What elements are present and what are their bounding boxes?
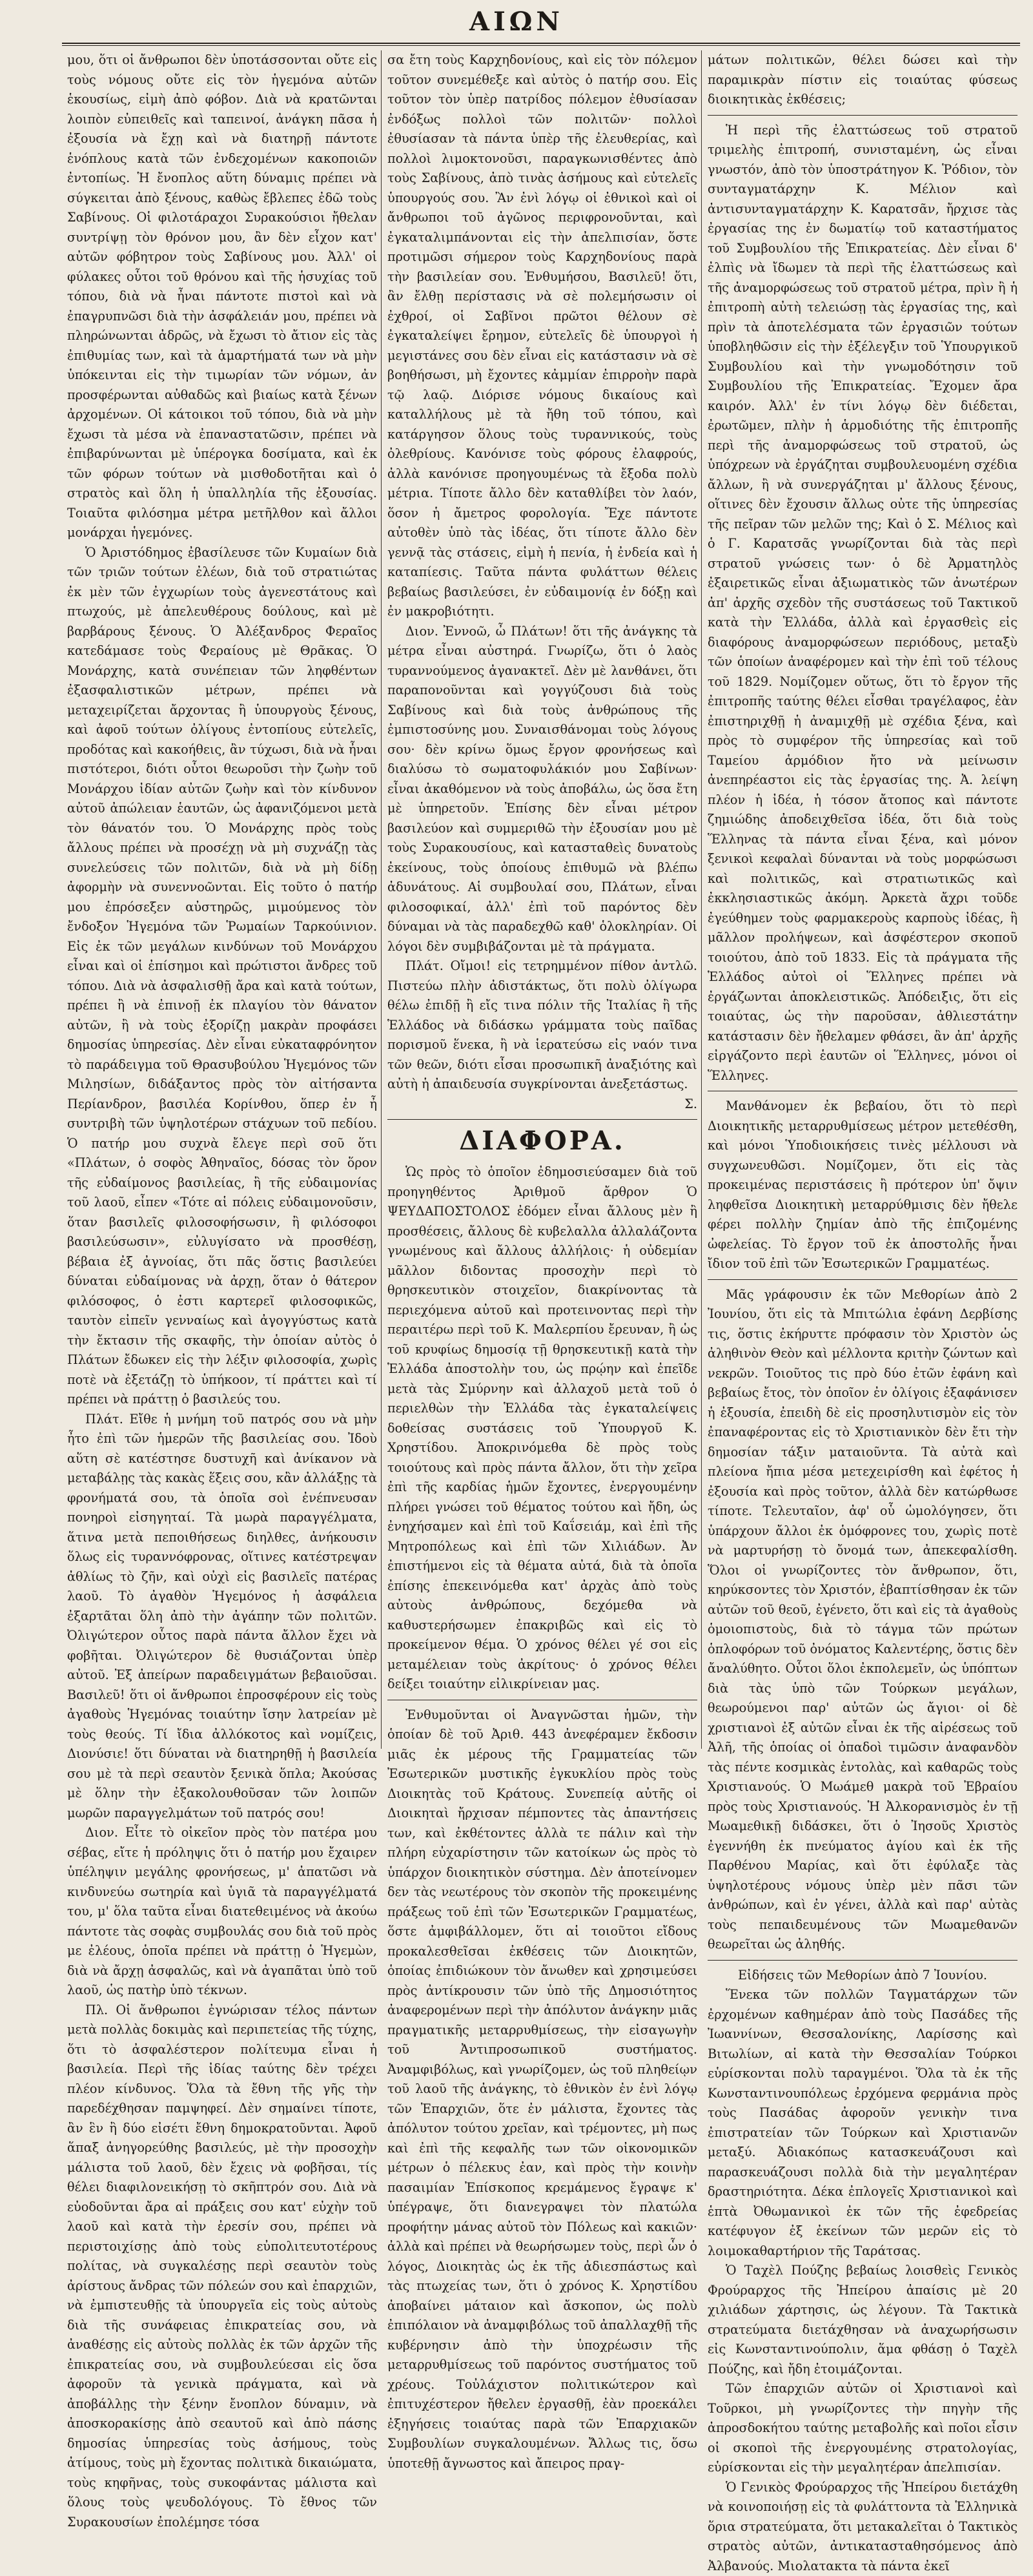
masthead — [0, 0, 1033, 41]
article-paragraph: Ὡς πρὸς τὸ ὁποῖον ἐδημοσιεύσαμεν διὰ τοῦ προηγηθέντος Ἀριθμοῦ ἄρθρον Ὁ ΨΕΥΔΑΠΟΣΤΟΛΟΣ ἐδόμεν εἶναι ἄλλους μὲν ἢ προσθέσεις, ἄλλους δὲ κυβελαλλα ἀλλαλάζοντα γνωμένους καὶ ἄλλους ἀλλήλοις· ἡ οὐδεμίαν μᾶλλον διδοντας προσοχὴν περὶ τὸ θρησκευτικὸν στοιχεῖον, διακρίνοντας τὰ περιεχόμενα αὐτοῦ καὶ προτεινοντας περὶ τὴν περαιτέρω περὶ τοῦ Κ. Μαλερπίου ἔρευναν, ἢ ὡς τοῦ κρυφίως δημοσίᾳ τῇ θρησκευτικῇ κατὰ τὴν Ἑλλάδα ἀποστολὴν του, ὡς πρῴην καὶ ἐπεῖδε μετὰ τὰς Σμύρνην καὶ ἀλλαχοῦ μετὰ τοῦ ὁ περιελθὼν τὴν Ἑλλάδα τὰς ἐγκαταλείψεις δοθείσας συστάσεις τοῦ Ὑπουργοῦ Κ. Χρηστίδου. Ἀποκρινόμεθα δὲ πρὸς τοὺς τοιούτους καὶ πρὸς πάντα ἄλλον, ὅτι τὴν χεῖρα ἐπὶ τῆς καρδίας ἡμῶν ἔχοντες, ἐνεργουμένην πλήρει γνώσει τοῦ θέματος τούτου καὶ ἤδη, ὡς ἐνηχήσαμεν καὶ ἐπὶ τοῦ Καΐσειάμ, καὶ ἐπὶ τῆς Μητροπόλεως καὶ ἐπὶ τῶν Χιλιάδων. Ἀν ἐπιστήμενοι εἰς τὰ θέματα αὐτά, διὰ τὰ ὁποῖα ἐπίσης ἐπεκεινόμεθα κατ' ἀρχὰς ἀπὸ τοὺς αὐτοὺς ἀνθρώπους, δεχόμεθα νὰ καθυστερήσωμεν ἐπακριβῶς καὶ εἰς τὸ προκείμενον θέμα. Ὁ χρόνος θέλει γέ σοι εἰς μεταμέλειαν τοὺς ἀκρίτους· ὁ χρόνος θέλει δείξει τοιαύτην εἰλικρίνειαν μας. — [387, 1162, 697, 1695]
section-divider — [387, 1119, 697, 1120]
section-title: ΔΙΑΦΟΡΑ. — [387, 1126, 697, 1156]
news-heading: Εἰδήσεις τῶν Μεθορίων ἀπὸ 7 Ἰουνίου. — [708, 1966, 1018, 1986]
article-paragraph: Διον. Εἶτε τὸ οἰκεῖον πρὸς τὸν πατέρα μου σέβας, εἴτε ἡ πρόληψις ὅτι ὁ πατήρ μου ἔχαιρεν ὑπέληψιν μεγάλης φρονήσεως, μ' ἀπατῶσι νὰ κινδυνεύω σωτηρία καὶ ὑγιᾶ τὰ παραγγέλματά του, μ' ὅλα ταῦτα εἶναι διατεθειμένος νὰ ἀκούω πάντοτε τὰς σοφὰς συμβουλάς σου διὰ τοῦ πρὸς με ἐλέους, ὁποῖα πρέπει νὰ πράττῃ ὁ Ἡγεμὼν, διὰ νὰ ἄρχῃ ἀσφαλῶς, καὶ νὰ ἀγαπᾶται ὑπὸ τοῦ λαοῦ, ὡς πατὴρ ὑπὸ τέκνων. — [67, 1823, 377, 2001]
section-divider — [708, 1279, 1018, 1280]
article-paragraph: Πλάτ. Εἴθε ἡ μνήμη τοῦ πατρός σου νὰ μὴν ἦτο ἐπὶ τῶν ἡμερῶν τῆς βασιλείας σου. Ἰδοὺ αὕτη σὲ κατέστησε δυστυχῆ καὶ ἀνίκανον νὰ μεταβάλῃς τὰς κακὰς ἕξεις σου, κἂν ἀλλάξῃς τὰ φρονήματά σου, τὰ ὁποῖα σοὶ ἐνέπνευσαν πονηροὶ εἰσηγηταί. Τὰ μωρὰ παραγγέλματα, ἅτινα μετὰ πεποιθήσεως διηλθες, ἀνήκουσιν ὅλως εἰς τυραννόφρονας, οἵτινες κατέστρεψαν ἀθλίως τὸ ζῆν, καὶ οὐχὶ εἰς βασιλεῖς πατέρας λαοῦ. Τὸ ἀγαθὸν Ἡγεμόνος ἡ ἀσφάλεια ἐξαρτᾶται ὅλη ἀπὸ τὴν ἀγάπην τῶν πολιτῶν. Ὀλιγώτερον οὗτος παρὰ πάντα ἄλλον ἔχει νὰ φοβῆται. Ὀλιγώτερον δὲ θυσιάζονται ὑπὲρ αὐτοῦ. Ἐξ ἀπείρων παραδειγμάτων βεβαιοῦσαι. Βασιλεῦ! ὅτι οἱ ἄνθρωποι ἐπροσφέρουν εἰς τοὺς ἀγαθοὺς Ἡγεμόνας τοιαύτην ἴσην λατρείαν μὲ τοὺς θεούς. Τί ἴδια ἀλλόκοτος καὶ νομίζεις, Διονύσιε! ὅτι δύναται νὰ διατηρηθῇ ἡ βασιλεία σου μὲ τὰ περὶ σεαυτὸν ξενικὰ ὅπλα; Ἀκούσας μὲ ὅλην τὴν ἐξακολουθοῦσαν τῶν λοιπῶν μωρῶν παραγγελμάτων τοῦ πατρός σου! — [67, 1410, 377, 1824]
article-paragraph: Τῶν ἐπαρχιῶν αὐτῶν οἱ Χριστιανοὶ καὶ Τοῦρκοι, μὴ γνωρίζοντες τὴν πηγὴν τῆς ἀπροσδοκήτου ταύτης μεταβολῆς καὶ ποῖοι εἶσιν οἱ σκοποὶ τῆς ἐνεργουμένης στρατολογίας, εὑρίσκονται εἰς τὴν μεγαλητέραν ἀπελπισίαν. — [708, 2379, 1018, 2478]
article-paragraph: μάτων πολιτικῶν, θέλει δώσει καὶ τὴν παραμικρὰν πίστιν εἰς τοιαύτας φύσεως διοικητικὰς ἐκθέσεις; — [708, 50, 1018, 110]
article-paragraph: μου, ὅτι οἱ ἄνθρωποι δὲν ὑποτάσσονται οὔτε εἰς τοὺς νόμους οὔτε εἰς τὸν ἡγεμόνα αὐτῶν ἑκουσίως, εἰμὴ ἀπὸ φόβον. Διὰ νὰ κρατῶνται λοιπὸν εὐπειθεῖς καὶ ταπεινοί, ἀνάγκη πᾶσα ἡ ἐξουσία νὰ ἔχῃ καὶ νὰ διατηρῇ πάντοτε ἑνόπλους κατὰ τῶν ἐνδεχομένων κακοποιῶν ἐντοπίως. Ἡ ἔνοπλος αὕτη δύναμις πρέπει νὰ σύγκειται ἀπὸ ξένους, καθὼς ἔβλεπες ἐδῶ τοὺς Σαβίνους. Οἱ φιλοτάραχοι Συρακούσιοι ἤθελαν συντρίψῃ τὸν θρόνον μου, ἂν δὲν εἶχον κατ' αὐτῶν φόβητρον τοὺς Σαβίνους μου. Ἀλλ' οἱ φύλακες οὗτοι τοῦ θρόνου καὶ τῆς ἡσυχίας τοῦ τόπου, διὰ νὰ ἦναι πάντοτε πιστοὶ καὶ νὰ ἐπαγρυπνῶσι διὰ τὴν ἀσφάλειάν μου, πρέπει νὰ πληρώνωνται ἀδρῶς, νὰ ἔχωσι τὸ ἄτιον εἰς τὰς ἐπιθυμίας των, καὶ τὰ ἁμαρτήματά των νὰ μὴν ὑπόκεινται εἰς τὴν τιμωρίαν τῶν νόμων, ἀν προσφέρωνται αὐθαδῶς καὶ βιαίως κατὰ ξένων ἀρχομένων. Οἱ κάτοικοι τοῦ τόπου, διὰ νὰ μὴν ἔχωσι τὰ μέσα νὰ ἐπαναστατῶσιν, πρέπει νὰ ἐπιβαρύνωνται μὲ ὑπέρογκα δοσίματα, καὶ ἐκ τῶν φόρων τούτων νὰ μισθοδοτῆται καὶ ὁ στρατὸς καὶ ὅλη ἡ ὑπαλληλία τῆς ἐξουσίας. Τοιαῦτα φιλόσημα μέτρα μετῆλθον καὶ ἄλλοι μονάρχαι ἡγεμόνες. — [67, 50, 377, 543]
article-paragraph: Ἐνθυμοῦνται οἱ Ἀναγνῶσται ἡμῶν, τὴν ὁποίαν δὲ τοῦ Ἀριθ. 443 ἀνεφέραμεν ἔκδοσιν μιᾶς ἐκ μέρους τῆς Γραμματείας τῶν Ἐσωτερικῶν μυστικῆς ἐγκυκλίου πρὸς τοὺς Διοικητὰς τοῦ Κράτους. Συνεπείᾳ αὐτῆς οἱ Διοικηταὶ ἤρχισαν πέμποντες τὰς ἀπαντήσεις των, καὶ ἐκθέτοντες ἀλλὰ τε πάλιν καὶ τὴν πλήρη εὐχαρίστησιν τῶν κατοίκων ὡς πρὸς τὸ ὑπάρχον διοικητικὸν σύστημα. Δὲν ἀποτείνομεν δεν τὰς νεωτέρους τὸν σκοπὸν τῆς προκειμένης πράξεως τοῦ ἐπὶ τῶν Ἐσωτερικῶν Γραμματέως, ὅστε ἀμφιβάλλομεν, ὅτι αἱ τοιοῦτοι εἴδους προκαλεσθεῖσαι ἐκθέσεις τῶν Διοικητῶν, ὁποίας ἐπιδιώκουν τὸν ἄνωθεν καὶ χρησιμεύσει πρὸς ἀντίκρουσιν τῶν ὑπὸ τῆς Δημοσιότητος ἀναφερομένων περὶ τὴν ἀπόλυτον ἀνάγκην μιᾶς πραγματικῆς μεταρρυθμίσεως, τὴν εἰσαγωγὴν τοῦ Ἀντιπροσωπικοῦ συστήματος. Ἀναμφιβόλως, καὶ γνωρίζομεν, ὡς τοῦ πληθείῳν τοῦ λαοῦ τῆς ἀνάγκης, τὸ ἐθνικὸν ἐν ἑνὶ λόγῳ τῶν Ἐπαρχιῶν, ὅτε ἐν μάλιστα, ἔχοντες τὰς ἀπόλυτον τούτου χρεῖαν, καὶ τρέμοντες, μὴ πως καὶ ἐπὶ τῆς κεφαλῆς των τῶν οἰκονομικῶν μέτρων ὁ πέλεκυς ἐαν, καὶ πρὸς τὴν κοινὴν πασαιμίαν Ἐπίσκοπος κρεμάμενος ἔγραψε κ' ὑπέγραψε, ὅτι διανεγραψει τὸν πλατώλα προφήτην μάνας αὐτοῦ τὸν Πόλεως καὶ κακιῶν· ἀλλὰ καὶ πρέπει νὰ θεωρήσωμεν τοὺς, περὶ ὧν ὁ λόγος, Διοικητὰς ὡς ἐκ τῆς ἀδιεσπάστως καὶ τὰς πτωχείας των, ὅτι ὁ χρόνος Κ. Χρηστίδου ἀποβαίνει μάταιον καὶ ἄσκοπον, ὡς πολὺ ἐπιπόλαιον νὰ ἀναμφιβόλως τοῦ ἀπαλλαχθῇ τῆς κυβέρνησιν ἀπὸ τὴν ὑποχρέωσιν τῆς μεταρρυθμίσεως τοῦ παρόντος συστήματος τοῦ χρέους. Τοὐλάχιστον πολιτικώτερον καὶ ἐπιτυχέστερον ἤθελεν ἐργασθῇ, ἐὰν προεκάλει ἐξηγήσεις τοιαύτας παρὰ τῶν Ἐπαρχιακῶν Συμβουλίων συγκαλουμένων. Ἄλλως τις, ὅσω ὑποτεθῇ ἄγνωστος καὶ ἄπειρος πραγ- — [387, 1705, 697, 2474]
header-rule-thin — [62, 45, 1020, 46]
section-divider — [708, 115, 1018, 116]
article-paragraph: Ὁ Ἀριστόδημος ἐβασίλευσε τῶν Κυμαίων διὰ τῶν τριῶν τούτων ἐλέων, διὰ τοῦ στρατιώτας ἐκ μὲν τῶν ἐγχωρίων τοὺς ἀγενεστάτους καὶ πτωχούς, μὲ ἀπελευθέρους δούλους, καὶ μὲ βαρβάρους ξένους. Ὁ Ἀλέξανδρος Φεραῖος κατεδάμασε τοὺς Φεραίους μὲ Θρᾶκας. Ὁ Μονάρχης, κατὰ συνέπειαν τῶν ληφθέντων ἐξασφαλιστικῶν μέτρων, πρέπει νὰ μεταχειρίζεται ἄρχοντας ἢ ὑπουργοὺς ξένους, καὶ ἀφοῦ τούτων ὀλίγους ἐντοπίους εὐτελεῖς, προδότας καὶ κακοήθεις, ἂν τύχωσι, διὰ νὰ ἦναι πιστότεροι, διότι οὗτοι θεωροῦσι τὴν ζωὴν τοῦ Μονάρχου ἰδίαν αὐτῶν ζωὴν καὶ τὸν κίνδυνον αὐτοῦ ἀπώλειαν ἑαυτῶν, ὡς ἀφανιζόμενοι μετὰ τὸν θάνατόν του. Ὁ Μονάρχης πρὸς τοὺς ἄλλους πρέπει νὰ προσέχῃ νὰ μὴ συχνάζῃ τὰς συνελεύσεις τῶν πολιτῶν, διὰ νὰ μὴ δίδῃ ἀφορμὴν νὰ συνεννοῶνται. Εἰς τοῦτο ὁ πατήρ μου ἐπρόσεξεν αὐστηρῶς, μιμούμενος τὸν ἔνδοξον Ἡγεμόνα τῶν Ῥωμαίων Ταρκούινιον. Εἰς ἐκ τῶν μεγάλων κινδύνων τοῦ Μονάρχου εἶναι καὶ οἱ ἐπίσημοι καὶ πρώτιστοι ἄνδρες τοῦ τόπου. Διὰ νὰ ἀσφαλισθῇ ἄρα καὶ κατὰ τούτων, πρέπει ἢ νὰ ἐπινοῇ ἐκ πλαγίου τὸν θάνατον αὐτῶν, ἢ νὰ τοὺς ἐξορίζῃ μακρὰν προφάσει δημοσίας ὑπηρεσίας. Δὲν εἶναι εὐκαταφρόνητον τὸ παράδειγμα τοῦ Θρασυβούλου Ἡγεμόνος τῶν Μιλησίων, διδάξαντος πρὸς τὸν αἰτήσαντα Περίανδρον, βασιλέα Κορίνθου, ὅπερ ἐν ἦ συντριβὴ τῶν ὑψηλοτέρων στάχυων τοῦ πεδίου. Ὁ πατήρ μου συχνὰ ἔλεγε περὶ σοῦ ὅτι «Πλάτων, ὁ σοφὸς Ἀθηναῖος, δόσας τὸν ὅρον τῆς εὐδαίμονος βασιλείας, ἢ τῆς εὐδαιμονίας τοῦ λαοῦ, εἶπεν «Τότε αἱ πόλεις εὐδαιμονοῦσιν, ὅταν βασιλεῖς φιλοσοφήσωσιν, ἢ φιλόσοφοι βασιλεύσωσιν», εὐλυγίσατο νὰ προσθέσῃ, βέβαια ἐξ ἀγνοίας, ὅτι πᾶς ὅστις βασιλεύει δύναται εὐδαίμονας νὰ ἀρχῃ, ὅταν ὁ θάτερον φιλόσοφος, ὁ ἐστι καρτερεῖ φιλοσοφικῶς, ταυτὸν εἰπεῖν γενναίως καὶ ἀγογγύστως κατὰ τὴν ἔκτασιν τῆς σκαφῆς, τὴν ὁποίαν αὐτὸς ὁ Πλάτων ἔδωκεν εἰς τὴν λέξιν φιλοσοφία, χωρὶς ποτὲ νὰ ἐξετάζῃ τὸ ὑπήκοον, τί πράττει καὶ τί πρέπει νὰ πράττῃ ὁ βασιλεύς του. — [67, 543, 377, 1410]
article-signature: Σ. — [387, 1095, 697, 1115]
article-paragraph: Μανθάνομεν ἐκ βεβαίου, ὅτι τὸ περὶ Διοικητικῆς μεταρρυθμίσεως μέτρον μετεθέσθη, καὶ μόνοι Ὑποδιοικήσεις τινὲς μέλλουσι νὰ συγχωνευθῶσι. Νομίζομεν, ὅτι εἰς τὰς προκειμένας περιστάσεις ἢ πρότερον ὑπ' ὄψιν ληφθεῖσα Διοικητικὴ μεταρρύθμισις δὲν ἤθελε φέρει πολλὴν ζημίαν ἀπὸ τῆς ἐπιζομένης ὠφελείας. Τὸ ἔργον τοῦ ἐκ ἀποστολῆς ἦναι ἴδιον τοῦ ἐπὶ τῶν Ἐσωτερικῶν Γραμματέως. — [708, 1097, 1018, 1274]
article-paragraph: Ὁ Γενικὸς Φρούραρχος τῆς Ἠπείρου διετάχθη νὰ κοινοποιήσῃ εἰς τὰ φυλάττοντα τὰ Ἑλληνικὰ ὅρια στρατεύματα, ὅτι μετακαλεῖται ὁ Τακτικὸς στρατὸς αὐτῶν, ἀντικατασταθησόμενος ἀπὸ Ἀλβανούς. Μιολατακτα τὰ πάντα ἐκεῖ — [708, 2478, 1018, 2576]
article-paragraph: Ἕνεκα τῶν πολλῶν Ταγματάρχων τῶν ἐρχομένων καθημέραν ἀπὸ τοὺς Πασάδες τῆς Ἰωαννίνων, Θεσσαλονίκης, Λαρίσσης καὶ Βιτωλίων, αἱ κατὰ τὴν Θεσσαλίαν Τούρκοι εὑρίσκονται πολὺ ταραγμένοι. Ὅλα τὰ ἐκ τῆς Κωνσταντινουπόλεως ἐρχόμενα φερμάνια πρὸς τοὺς Πασάδας ἀφοροῦν γενικὴν τινα ἐπιστρατείαν τῶν Τούρκων καὶ Χριστιανῶν μεταξύ. Ἀδιακόπως κατασκευάζουσι καὶ παρασκευάζουσι πολλὰ διὰ τὴν μεγαλητέραν δραστηριότητα. Δέκα ἐπλογεῖς Χριστιανικοὶ καὶ ἑπτὰ Ὀθωμανικοὶ ἐκ τῶν τῆς ἐφεδρείας κατέφυγον ἐξ ἐκείνων τῶν μερῶν εἰς τὸ λοιμοκαθαρτήριον τῆς Ταράτσας. — [708, 1985, 1018, 2261]
article-paragraph: σα ἔτη τοὺς Καρχηδονίους, καὶ εἰς τὸν πόλεμον τοῦτον συνεμέθεξε καὶ αὐτὸς ὁ πατήρ σου. Εἰς τοῦτον τὸν ὑπὲρ πατρίδος πόλεμον ἐθυσίασαν ἐνδόξως πολλοὶ τῶν πολιτῶν· πολλοὶ ἐθυσίασαν τὰ πάντα ὑπὲρ τῆς ἐλευθερίας, καὶ πολλοὶ λιμοκτονοῦσι, παραγκωνισθέντες ἀπὸ τοὺς Σαβίνους, ἀπὸ τινὰς ἀσήμους καὶ εὐτελεῖς ὑπουργούς σου. Ἂν ἐνὶ λόγῳ οἱ ἐθνικοὶ καὶ οἱ ἄνθρωποι τοῦ ἀγῶνος περιφρονοῦνται, καὶ ἐγκαταλιμπάνονται εἰς τὴν ἀπελπισίαν, ὅστε προτιμῶσι σήμερον τοὺς Καρχηδονίους παρὰ τὴν βασιλείαν σου. Ἐνθυμήσου, Βασιλεῦ! ὅτι, ἂν ἔλθῃ περίστασις νὰ σὲ πολεμήσωσιν οἱ ἐχθροί, οἱ Σαβῖνοι πρῶτοι θέλουν σὲ ἐγκαταλείψει ἔρημον, εὐτελεῖς δὲ ὑπουργοὶ ἡ μεγιστάνες σου δὲν εἶναι εἰς κατάστασιν νὰ σὲ βοηθήσωσι, μὴ ἔχοντες κἀμμίαν ἐπιρροὴν παρὰ τῷ λαῷ. Διόρισε νόμους δικαίους καὶ καταλλήλους μὲ τὰ ἤθη τοῦ τόπου, καὶ κατάργησον ὅλους τοὺς τυραννικούς, τοὺς ὀλεθρίους. Κανόνισε τοὺς φόρους ἐλαφρούς, ἀλλὰ κανόνισε προηγουμένως τὰ ἔξοδα πολὺ μέτρια. Τίποτε ἄλλο δὲν καταθλίβει τὸν λαόν, ὅσον ἡ ἄμετρος φορολογία. Ἔχε πάντοτε αὐτοθὲν ὑπὸ τὰς ἰδέας, ὅτι τίποτε ἄλλο δὲν γεννᾷ τὰς στάσεις, εἰμὴ ἡ πενία, ἡ ἐνδεία καὶ ἡ καταπίεσις. Ταῦτα πάντα φυλάττων θέλεις βεβαίως βασιλεύσει, ἐν εὐδαιμονίᾳ ἐν δόξῃ καὶ ἐν μακροβιότητι. — [387, 50, 697, 622]
column-separator — [381, 50, 382, 1749]
article-paragraph: Πλ. Οἱ ἄνθρωποι ἐγνώρισαν τέλος πάντων μετὰ πολλὰς δοκιμὰς καὶ περιπετείας τῆς τύχης, ὅτι τὸ ἀσφαλέστερον πολίτευμα εἶναι ἡ βασιλεία. Περὶ τῆς ἰδίας ταύτης δὲν τρέχει πλέον κίνδυνος. Ὅλα τὰ ἔθνη τῆς γῆς τὴν παρεδέχθησαν παμψηφεί. Δὲν σημαίνει τίποτε, ἂν ἓν ἢ δύο εἰσέτι ἔθνη δημοκρατοῦνται. Ἀφοῦ ἅπαξ ἀνηγορεύθης βασιλεύς, μὲ τὴν προσοχὴν μάλιστα τοῦ λαοῦ, δὲν ἔχεις νὰ φοβῆσαι, τίς θέλει διαφιλονεικήσῃ τὸ σκῆπτρόν σου. Διὰ νὰ εὐοδοῦνται ἄρα αἱ πράξεις σου κατ' εὐχὴν τοῦ λαοῦ καὶ κατὰ τὴν ἐρεσίν σου, πρέπει νὰ περιστοιχίσῃς ἀπὸ τοὺς εὐπολιτευτοτέρους πολίτας, νὰ συγκαλέσῃς περὶ σεαυτὸν τοὺς ἀρίστους ἄνδρας τῶν πόλεών σου καὶ ἐπαρχιῶν, νὰ ἐμπιστευθῇς τὰ ὑπουργεῖα εἰς τοὺς αὐτοὺς διὰ τῆς συνάφειας ἐπικρατείας σου, νὰ ἀναθέσῃς εἰς αὐτοὺς πολλὰς ἐκ τῶν ἀρχῶν τῆς ἐπικρατείας σου, νὰ συμβουλεύεσαι εἰς ὅσα ἀφοροῦν τὰ γενικὰ πράγματα, καὶ νὰ ἀποβάλλῃς τὴν ξένην ἔνοπλον δύναμιν, νὰ ἀποσκορακίσῃς ἀπὸ σεαυτοῦ καὶ ἀπὸ πάσης δημοσίας ὑπηρεσίας τοὺς ἀσήμους, τοὺς ἀτίμους, τοὺς μὴ ἔχοντας πολιτικὰ δικαιώματα, τοὺς κηφῆνας, τοὺς συκοφάντας μάλιστα καὶ ὅλους τοὺς ψευδολόγους. Τὸ ἔθνος τῶν Συρακουσίων ἐπολέμησε τόσα — [67, 2001, 377, 2533]
article-paragraph: Ἡ περὶ τῆς ἐλαττώσεως τοῦ στρατοῦ τριμελὴς ἐπιτροπή, συνισταμένη, ὡς εἶναι γνωστόν, ἀπὸ τὸν ὑποστράτηγον Κ. Ῥόδιον, τὸν συνταγματάρχην Κ. Μέλιον καὶ ἀντισυνταγματάρχην Κ. Καρατσᾶν, ἤρχισε τὰς ἐργασίας της ἐν δωματίῳ τοῦ καταστήματος τοῦ Συμβουλίου τῆς Ἐπικρατείας. Δὲν εἶναι δ' ἐλπὶς νὰ ἴδωμεν τὰ περὶ τῆς ἐλαττώσεως καὶ τῆς ἀναμορφώσεως τοῦ στρατοῦ μέτρα, πρὶν ἢ ἡ ἐπιτροπὴ αὐτὴ τελειώσῃ τὰς ἐργασίας της, καὶ πρὶν τὰ ἀποτελέσματα τῶν ἐργασιῶν τούτων ὑποβληθῶσιν εἰς τὴν ἐξέλεγξιν τοῦ Ὑπουργικοῦ Συμβουλίου καὶ τὴν γνωμοδότησιν τοῦ Συμβουλίου τῆς Ἐπικρατείας. Ἔχομεν ἄρα καιρόν. Ἀλλ' ἐν τίνι λόγῳ δὲν διέδεται, ἐρωτῶμεν, πλὴν ἡ ἁρμοδιότης τῆς ἐπιτροπῆς περὶ τῆς ἀναμορφώσεως τοῦ στρατοῦ, ὡς ὑπόχρεων νὰ ἐργάζηται συμβουλευομένη σχέδια ἄλλων, ἢ νὰ συνεργάζηται μ' ἄλλους ξένους, οἵτινες δὲν ἔχουσιν ἄλλως οὐτε τῆς ὑπηρεσίας τῆς πεῖραν τῶν μελῶν της; Καὶ ὁ Σ. Μέλιος καὶ ὁ Γ. Καρατσᾶς γνωρίζονται διὰ τὰς περὶ στρατοῦ γνώσεις των· ὁ δὲ Ἀρματηλὸς ἐξαιρετικῶς εἶναι ἀξιωματικὸς τῶν ἀνωτέρων ἀπ' ἀρχῆς σχεδὸν τῆς συστάσεως τοῦ Τακτικοῦ κατὰ τὴν Ἑλλάδα, ἀλλὰ καὶ ἐργασθεὶς εἰς διαφόρους ἀναμορφώσεων περιόδους, μεταξὺ τῶν ὁποίων ἀναφέρομεν καὶ τὴν ἐπὶ τοῦ τέλους τοῦ 1829. Νομίζομεν οὕτως, ὅτι τὸ ἔργον τῆς ἐπιτροπῆς ταύτης θέλει εἶσθαι τραγέλαφος, ἐὰν ἐπιστηριχθῇ ἡ ἀναμιχθῇ μὲ σχέδια ξένα, καὶ πρὸς τὸ συμφέρον τῆς ὑπηρεσίας καὶ τοῦ Ταμείου ἁρμόδιον ἤτο νὰ μείνωσιν ἀνεπηρέαστοι εἰς τὰς ἐργασίας της. Ἀ. λείψη πλέον ἡ ἰδέα, ἡ τόσον ἄτοπος καὶ πάντοτε ζημιώδης ἀποδειχθεῖσα ἰδέα, ὅτι διὰ τοὺς Ἕλληνας τὰ πάντα εἶναι ξένα, καὶ μόνον ξενικοὶ κεφαλαὶ δύνανται νὰ τοὺς μορφώσωσι καὶ πολιτικῶς, καὶ στρατιωτικῶς καὶ ἐκκλησιαστικῶς ἀκόμη. Ἀρκετὰ ἄχρι τοῦδε ἐγεύθημεν τοὺς φαρμακεροὺς καρποὺς ἰδέας, ἢ μᾶλλον προλήψεων, καὶ ἀσφέστερον σκοποῦ τοιούτου, ἀπὸ τοῦ 1833. Εἰς τὰ πράγματα τῆς Ἑλλάδος αὐτοὶ οἱ Ἕλληνες πρέπει νὰ ἐργάζωνται ἀποκλειστικῶς. Ἀπόδειξις, ὅτι εἰς τοιαύτας, ὡς τὴν παροῦσαν, ἀθλιεστάτην κατάστασιν δὲν ἤθελαμεν φθάσει, ἂν ἀπ' ἀρχῆς εἰργάζοντο περὶ ἑαυτῶν οἱ Ἕλληνες, μόνοι οἱ Ἕλληνες. — [708, 121, 1018, 1086]
article-paragraph: Ὁ Ταχὲλ Πούζης βεβαίως λοισθεὶς Γενικὸς Φρούραρχος τῆς Ἠπείρου ἀπαίσις μὲ 20 χιλιάδων χάρτησις, ὡς λέγουν. Τὰ Τακτικὰ στρατεύματα διετάχθησαν νὰ ἀναχωρήσωσιν εἰς Κωνσταντινούπολιν, ἅμα φθάσῃ ὁ Ταχὲλ Πούζης, καὶ ἤδη ἐτοιμάζονται. — [708, 2261, 1018, 2379]
section-divider — [708, 1960, 1018, 1961]
column-2 — [387, 50, 697, 1749]
article-paragraph: Πλάτ. Οἴμοι! εἰς τετρημμένον πίθον ἀντλῶ. Πιστεύω πλὴν ἀδιστάκτως, ὅτι πολὺ ὀλίγωρα θέλω ἐπιδῇ ἢ εἴς τινα πόλιν τῆς Ἰταλίας ἢ τῆς Ἑλλάδος νὰ διδάσκω γράμματα τοὺς παῖδας πορισμοῦ ἕνεκα, ἢ νὰ ἱερατεύσω εἰς ναόν τινα τῶν θεῶν, διότι εἶσαι προσωπικῆ ἀναξιότης καὶ αὐτὴ ἡ ἀπαιδευσία συγκρίνονται ἀνεξετάστως. — [387, 956, 697, 1095]
article-paragraph: Διον. Ἐννοῶ, ὦ Πλάτων! ὅτι τῆς ἀνάγκης τὰ μέτρα εἶναι αὐστηρά. Γνωρίζω, ὅτι ὁ λαὸς τυραννούμενος ἀγανακτεῖ. Δὲν μὲ λανθάνει, ὅτι παραπονοῦνται καὶ γογγύζουσι διὰ τοὺς Σαβίνους καὶ διὰ τοὺς ἀνθρώπους τῆς ἐμπιστοσύνης μου. Συναισθάνομαι τοὺς λόγους σου· δὲν κρίνω ὅμως ἔργον φρονήσεως καὶ διαλύσω τὸ σωματοφυλάκιόν μου Σαβίνων· εἶναι ἀκαθόμενον νὰ τοὺς ἀποβάλω, ὡς ὅσα ἔτη μὲ ὑπηρετοῦν. Ἐπίσης δὲν εἶναι μέτρον βασιλεύον καὶ συμμεριθῶ τὴν ἐξουσίαν μου μὲ τοὺς Συρακουσίους, καὶ κατασταθεὶς δυνατοὺς ἐκείνους, τοὺς ὁποίους ἐπιθυμῶ νὰ βλέπω ἀδυνάτους. Αἱ συμβουλαί σου, Πλάτων, εἶναι φιλοσοφικαί, ἀλλ' ἐπὶ τοῦ παρόντος δὲν δύναμαι νὰ τὰς παραδεχθῶ καθ' ὁλοκληρίαν. Οἱ λόγοι δὲν συμβιβάζονται μὲ τὰ πράγματα. — [387, 622, 697, 957]
column-separator — [701, 50, 702, 1749]
article-paragraph: Μᾶς γράφουσιν ἐκ τῶν Μεθορίων ἀπὸ 2 Ἰουνίου, ὅτι εἰς τὰ Μπιτώλια ἐφάνη Δερβίσης τις, ὅστις ἐκήρυττε πρόφασιν τὸν Χριστὸν ὡς ἀληθινὸν Θεὸν καὶ μέλλοντα κριτὴν ζώντων καὶ νεκρῶν. Τοιοῦτος τις πρὸ δύο ἐτῶν ἐφάνη καὶ βεβαίως ἔτος, τὸν ὁποῖον ἐν ὀλίγοις ἐξαφάνισεν ἡ ἐξουσία, ἐπειδὴ δὲ εἰς προσηλυτισμὸν εἰς τὸν ἐπαναφέροντας εἰς τὸ Χριστιανικὸν δὲν ἔτι τὴν δημοσίαν τάξιν ματαιοῦντα. Τὰ αὐτὰ καὶ πλείονα ἤπια μέσα μετεχειρίσθη καὶ ἐφέτος ἡ ἐξουσία καὶ πρὸς τοῦτον, ἀλλὰ δὲν κατώρθωσε τίποτε. Τελευταῖον, ἀφ' οὗ ὡμολόγησεν, ὅτι ὑπάρχουν ἄλλοι ἐκ ὁμόφρονες του, χωρὶς ποτὲ νὰ μαρτυρήσῃ τὸ ὄνομά των, ἀπεκεφαλίσθη. Ὅλοι οἱ γνωρίζοντες τὸν ἄνθρωπον, ὅτι, κηρύκσοντες τὸν Χριστόν, ἐβαπτίσθησαν ἐκ τῶν αὐτῶν τοῦ θεοῦ, ἐγένετο, ὅτι καὶ εἰς τὰ ἀγαθοὺς ὁμοιοπιστοὺς, διὰ τὸ τάγμα τῶν πρώτων ὁπλοφόρων τοῦ ὀνόματος Καλεντέρης, ὅστις δὲν ἄναλύθητο. Οὗτοι ὅλοι ἐκπολεμεῖν, ὡς ὑπόπτων διὰ τὰς ὑπὸ τῶν Τούρκων μεγάλων, θεωρούμενοι παρ' αὐτῶν ὡς ἄγιοι· οἱ δὲ χριστιανοὶ ἐξ αὐτῶν εἶναι ἐκ τῆς αἱρέσεως τοῦ Ἀλῆ, τῆς ὁποίας οἱ ὀπαδοὶ τιμῶσιν ἀναφανδὸν τὰς πέντε κοσμικὰς ἐντολὰς, καὶ καθαρῶς τοὺς Χριστιανούς. Ὁ Μωάμεθ μακρὰ τοῦ Ἐβραίου πρὸς τοὺς Χριστιανούς. Ἡ Ἀλκορανισμὸς ἐν τῇ Μωαμεθικῇ διδάσκει, ὅτι ὁ Ἰησοῦς Χριστὸς ἐγεννήθη ἐκ πνεύματος ἁγίου καὶ ἐκ τῆς Παρθένου Μαρίας, καὶ ὅτι ἐφύλαξε τὰς ὑψηλοτέρους νόμους ὑπὲρ μὲν πᾶσι τῶν ἀνθρώπων, καὶ ἐν γένει, ἀλλὰ καὶ παρ' αὐτὰς τοὺς πεπαιδευμένους τῶν Μωαμεθανῶν θεωρεῖται ὡς ἀληθής. — [708, 1285, 1018, 1955]
newspaper-title: ΑΙΩΝ — [469, 6, 564, 37]
column-3 — [708, 50, 1018, 1749]
header-rule — [62, 43, 1020, 44]
column-1 — [67, 50, 377, 1749]
